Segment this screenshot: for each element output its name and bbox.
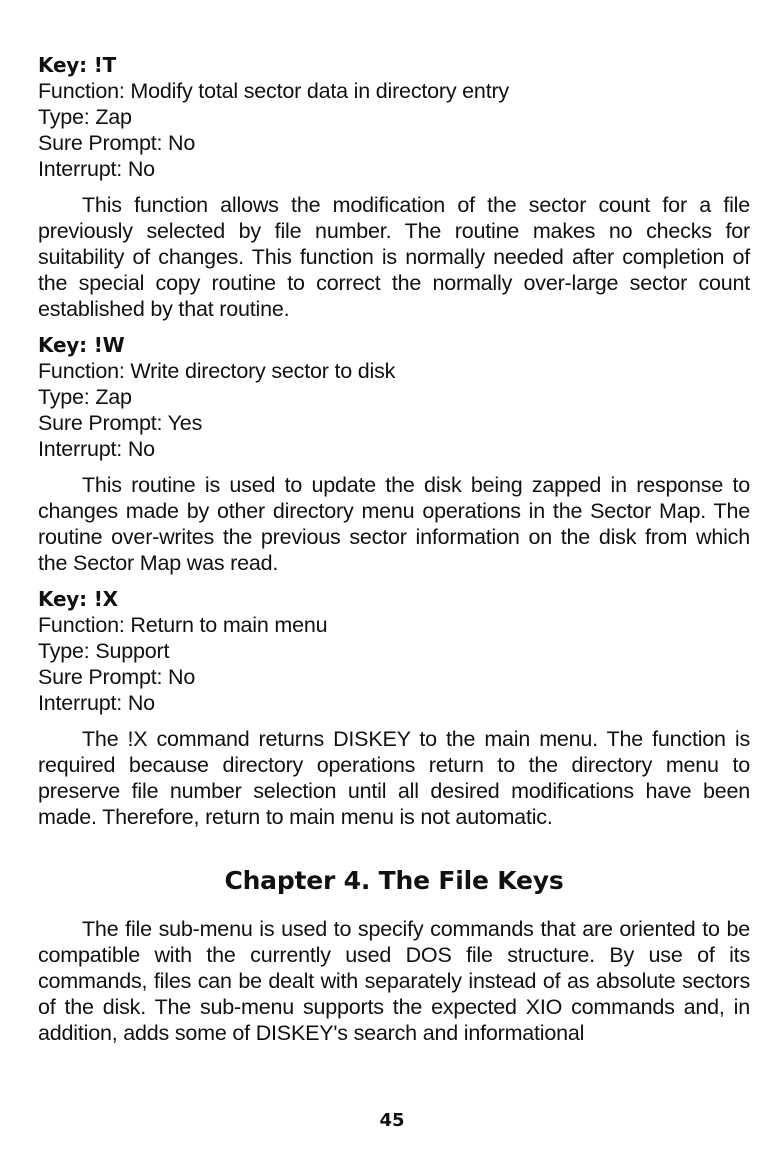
function-line: Function: Modify total sector data in directory entry <box>38 79 509 103</box>
key-entry-x <box>38 586 750 830</box>
sure-prompt-line: Sure Prompt: Yes <box>38 411 203 435</box>
type-line: Type: Zap <box>38 105 132 129</box>
function-line: Function: Return to main menu <box>38 613 328 637</box>
key-entry-t <box>38 52 750 322</box>
key-description: The !X command returns DISKEY to the main menu. The function is required because directory operations return to the directory menu to preserve file number selection until all desired modifications have been made. Therefore, return to main menu is not automatic. <box>38 727 750 829</box>
chapter-title: Chapter 4. The File Keys <box>224 866 564 895</box>
key-heading: Key: !T <box>38 53 117 77</box>
page-body <box>38 52 750 1056</box>
sure-prompt-line: Sure Prompt: No <box>38 665 196 689</box>
page-number: 45 <box>379 1110 405 1131</box>
key-heading: Key: !X <box>38 587 118 611</box>
interrupt-line: Interrupt: No <box>38 157 155 181</box>
interrupt-line: Interrupt: No <box>38 691 155 715</box>
chapter-intro: The file sub-menu is used to specify commands that are oriented to be compatible with the currently used DOS file structure. By use of its commands, files can be dealt with separately instead of as absolute sectors of the disk. The sub-menu supports the expected XIO commands and, in addition, adds some of DISKEY's search and informational <box>38 917 750 1045</box>
function-line: Function: Write directory sector to disk <box>38 359 396 383</box>
type-line: Type: Zap <box>38 385 132 409</box>
sure-prompt-line: Sure Prompt: No <box>38 131 196 155</box>
key-description: This routine is used to update the disk being zapped in response to changes made by other directory menu operations in the Sector Map. The routine over-writes the previous sector information on the disk from which the Sector Map was read. <box>38 473 750 575</box>
key-heading: Key: !W <box>38 333 125 357</box>
interrupt-line: Interrupt: No <box>38 437 155 461</box>
type-line: Type: Support <box>38 639 170 663</box>
key-entry-w <box>38 332 750 576</box>
key-description: This function allows the modification of the sector count for a file previously selected by file number. The routine makes no checks for suitability of changes. This function is normally needed after completion of the special copy routine to correct the normally over-large sector count established by that routine. <box>38 193 750 321</box>
